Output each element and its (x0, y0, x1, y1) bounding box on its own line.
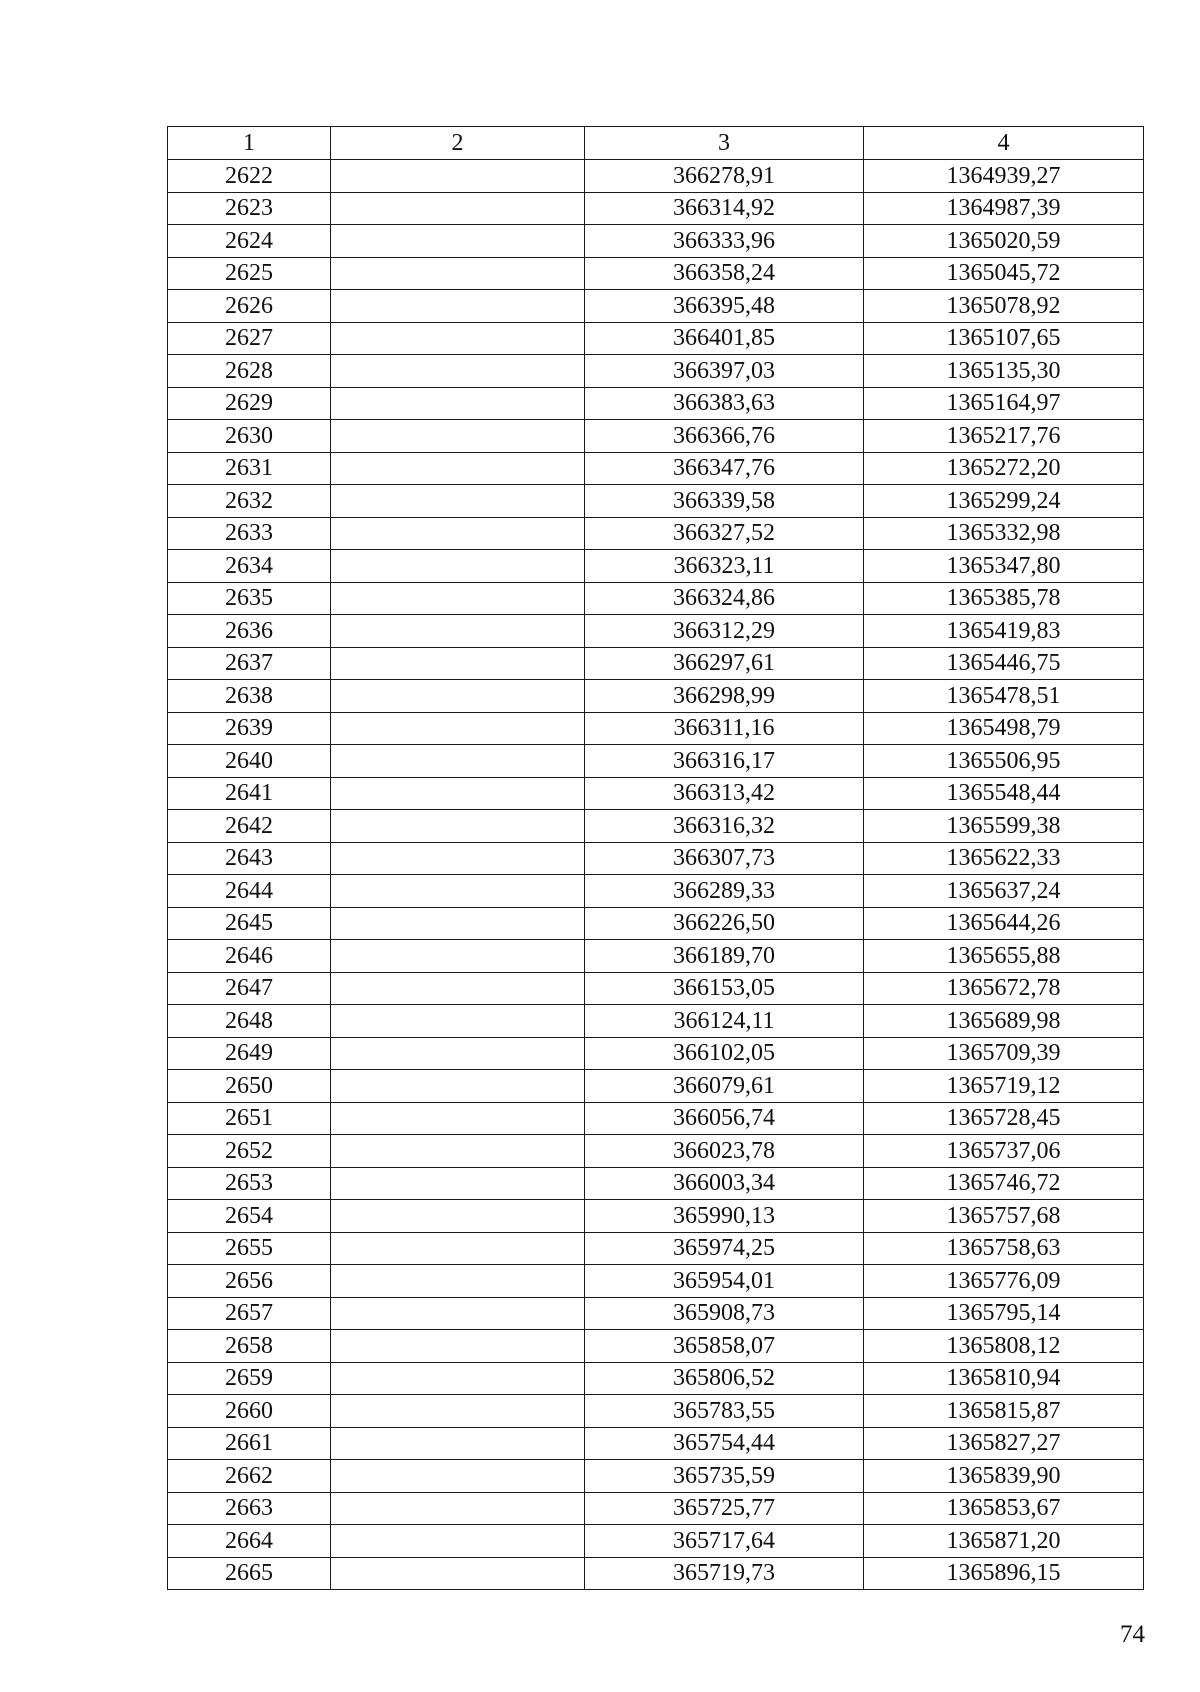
table-cell-col-4: 1365272,20 (864, 452, 1144, 485)
table-row (168, 1265, 1144, 1298)
table-cell-col-1: 2636 (168, 615, 331, 648)
table-cell-col-4: 1365776,09 (864, 1265, 1144, 1298)
table-cell-col-1: 2651 (168, 1102, 331, 1135)
table-cell-col-3: 365954,01 (585, 1265, 864, 1298)
table-cell-col-4: 1365757,68 (864, 1200, 1144, 1233)
table-cell-col-4: 1365299,24 (864, 485, 1144, 518)
table-cell-col-4: 1365810,94 (864, 1362, 1144, 1395)
table-cell-col-4: 1365746,72 (864, 1167, 1144, 1200)
table-cell-col-1: 2627 (168, 322, 331, 355)
table-cell-col-4: 1364939,27 (864, 160, 1144, 193)
table-row (168, 225, 1144, 258)
table-row (168, 615, 1144, 648)
table-cell-col-2 (331, 1395, 585, 1428)
table-row (168, 1330, 1144, 1363)
table-cell-col-3: 366358,24 (585, 257, 864, 290)
table-row (168, 1427, 1144, 1460)
table-cell-col-3: 365783,55 (585, 1395, 864, 1428)
table-cell-col-3: 366395,48 (585, 290, 864, 323)
table-cell-col-4: 1365164,97 (864, 387, 1144, 420)
table-cell-col-1: 2625 (168, 257, 331, 290)
table-cell-col-3: 366347,76 (585, 452, 864, 485)
table-cell-col-2 (331, 420, 585, 453)
table-cell-col-2 (331, 972, 585, 1005)
table-cell-col-4: 1365728,45 (864, 1102, 1144, 1135)
header-cell-1: 1 (168, 127, 331, 160)
table-cell-col-3: 366124,11 (585, 1005, 864, 1038)
table-row (168, 647, 1144, 680)
table-row (168, 1297, 1144, 1330)
table-cell-col-4: 1365655,88 (864, 940, 1144, 973)
table-cell-col-3: 366333,96 (585, 225, 864, 258)
table-cell-col-3: 365974,25 (585, 1232, 864, 1265)
table-cell-col-2 (331, 355, 585, 388)
table-row (168, 777, 1144, 810)
table-cell-col-3: 366003,34 (585, 1167, 864, 1200)
table-row (168, 680, 1144, 713)
table-row (168, 420, 1144, 453)
table-row (168, 1037, 1144, 1070)
table-cell-col-1: 2647 (168, 972, 331, 1005)
table-row (168, 1167, 1144, 1200)
table-cell-col-3: 366401,85 (585, 322, 864, 355)
table-cell-col-2 (331, 290, 585, 323)
table-cell-col-4: 1365808,12 (864, 1330, 1144, 1363)
table-cell-col-1: 2663 (168, 1492, 331, 1525)
table-row (168, 1395, 1144, 1428)
table-cell-col-1: 2658 (168, 1330, 331, 1363)
table-cell-col-2 (331, 1330, 585, 1363)
table-cell-col-4: 1365719,12 (864, 1070, 1144, 1103)
table-cell-col-3: 366324,86 (585, 582, 864, 615)
table-cell-col-4: 1365078,92 (864, 290, 1144, 323)
table-cell-col-1: 2645 (168, 907, 331, 940)
table-row (168, 1362, 1144, 1395)
table-cell-col-2 (331, 160, 585, 193)
table-cell-col-4: 1365896,15 (864, 1557, 1144, 1590)
table-cell-col-2 (331, 1232, 585, 1265)
table-cell-col-4: 1365020,59 (864, 225, 1144, 258)
table-cell-col-3: 366383,63 (585, 387, 864, 420)
table-cell-col-4: 1365332,98 (864, 517, 1144, 550)
header-cell-4: 4 (864, 127, 1144, 160)
table-cell-col-1: 2635 (168, 582, 331, 615)
table-cell-col-4: 1365347,80 (864, 550, 1144, 583)
table-cell-col-2 (331, 1460, 585, 1493)
coordinates-table (167, 126, 1144, 1590)
table-cell-col-2 (331, 875, 585, 908)
table-cell-col-3: 366311,16 (585, 712, 864, 745)
table-cell-col-1: 2662 (168, 1460, 331, 1493)
table-cell-col-3: 366289,33 (585, 875, 864, 908)
table-cell-col-1: 2661 (168, 1427, 331, 1460)
table-cell-col-4: 1365478,51 (864, 680, 1144, 713)
table-cell-col-1: 2655 (168, 1232, 331, 1265)
table-cell-col-3: 366056,74 (585, 1102, 864, 1135)
table-cell-col-4: 1365644,26 (864, 907, 1144, 940)
table-cell-col-2 (331, 615, 585, 648)
table-cell-col-2 (331, 322, 585, 355)
table-cell-col-2 (331, 1492, 585, 1525)
table-cell-col-1: 2638 (168, 680, 331, 713)
table-cell-col-4: 1365737,06 (864, 1135, 1144, 1168)
table-cell-col-2 (331, 1362, 585, 1395)
table-cell-col-1: 2660 (168, 1395, 331, 1428)
table-header (168, 127, 1144, 160)
table-cell-col-4: 1365827,27 (864, 1427, 1144, 1460)
table-row (168, 907, 1144, 940)
table-cell-col-3: 366297,61 (585, 647, 864, 680)
table-row (168, 452, 1144, 485)
table-cell-col-2 (331, 257, 585, 290)
table-row (168, 517, 1144, 550)
table-cell-col-2 (331, 810, 585, 843)
table-row (168, 550, 1144, 583)
table-cell-col-3: 366226,50 (585, 907, 864, 940)
table-cell-col-4: 1365689,98 (864, 1005, 1144, 1038)
table-cell-col-2 (331, 842, 585, 875)
table-cell-col-1: 2643 (168, 842, 331, 875)
table-row (168, 745, 1144, 778)
table-cell-col-4: 1365871,20 (864, 1525, 1144, 1558)
table-row (168, 257, 1144, 290)
table-cell-col-1: 2652 (168, 1135, 331, 1168)
table-cell-col-4: 1365446,75 (864, 647, 1144, 680)
table-cell-col-2 (331, 1102, 585, 1135)
table-cell-col-1: 2664 (168, 1525, 331, 1558)
table-body (168, 160, 1144, 1590)
table-cell-col-2 (331, 192, 585, 225)
table-cell-col-1: 2632 (168, 485, 331, 518)
table-row (168, 1232, 1144, 1265)
table-cell-col-1: 2649 (168, 1037, 331, 1070)
table-cell-col-4: 1365795,14 (864, 1297, 1144, 1330)
table-row (168, 322, 1144, 355)
table-cell-col-4: 1365419,83 (864, 615, 1144, 648)
table-cell-col-4: 1365506,95 (864, 745, 1144, 778)
table-cell-col-1: 2629 (168, 387, 331, 420)
table-cell-col-2 (331, 582, 585, 615)
table-cell-col-1: 2646 (168, 940, 331, 973)
table-cell-col-2 (331, 712, 585, 745)
table-cell-col-1: 2626 (168, 290, 331, 323)
header-cell-2: 2 (331, 127, 585, 160)
table-cell-col-3: 365717,64 (585, 1525, 864, 1558)
table-cell-col-1: 2637 (168, 647, 331, 680)
table-cell-col-4: 1365709,39 (864, 1037, 1144, 1070)
table-cell-col-2 (331, 1265, 585, 1298)
table-cell-col-1: 2659 (168, 1362, 331, 1395)
table-cell-col-3: 366189,70 (585, 940, 864, 973)
table-cell-col-4: 1365599,38 (864, 810, 1144, 843)
table-cell-col-4: 1365045,72 (864, 257, 1144, 290)
table-cell-col-1: 2631 (168, 452, 331, 485)
table-cell-col-3: 365719,73 (585, 1557, 864, 1590)
table-cell-col-2 (331, 387, 585, 420)
table-cell-col-2 (331, 745, 585, 778)
table-cell-col-1: 2653 (168, 1167, 331, 1200)
table-cell-col-3: 365908,73 (585, 1297, 864, 1330)
table-cell-col-1: 2624 (168, 225, 331, 258)
table-cell-col-2 (331, 1037, 585, 1070)
table-cell-col-4: 1365839,90 (864, 1460, 1144, 1493)
table-row (168, 192, 1144, 225)
table-cell-col-1: 2644 (168, 875, 331, 908)
table-cell-col-3: 366323,11 (585, 550, 864, 583)
table-row (168, 1135, 1144, 1168)
table-row (168, 1492, 1144, 1525)
table-cell-col-4: 1365815,87 (864, 1395, 1144, 1428)
table-cell-col-1: 2656 (168, 1265, 331, 1298)
table-cell-col-4: 1365672,78 (864, 972, 1144, 1005)
table-cell-col-2 (331, 1167, 585, 1200)
table-cell-col-1: 2633 (168, 517, 331, 550)
table-cell-col-3: 365806,52 (585, 1362, 864, 1395)
table-cell-col-1: 2665 (168, 1557, 331, 1590)
table-cell-col-3: 366313,42 (585, 777, 864, 810)
table-cell-col-4: 1365135,30 (864, 355, 1144, 388)
table-cell-col-1: 2623 (168, 192, 331, 225)
table-cell-col-1: 2630 (168, 420, 331, 453)
table-cell-col-3: 366102,05 (585, 1037, 864, 1070)
table-row (168, 1070, 1144, 1103)
table-cell-col-4: 1365548,44 (864, 777, 1144, 810)
table-row (168, 582, 1144, 615)
table-cell-col-2 (331, 1200, 585, 1233)
table-cell-col-1: 2648 (168, 1005, 331, 1038)
table-cell-col-2 (331, 907, 585, 940)
table-cell-col-2 (331, 485, 585, 518)
table-cell-col-3: 365754,44 (585, 1427, 864, 1460)
table-row (168, 387, 1144, 420)
table-row (168, 1557, 1144, 1590)
table-cell-col-2 (331, 1525, 585, 1558)
table-cell-col-3: 366079,61 (585, 1070, 864, 1103)
table-row (168, 160, 1144, 193)
table-cell-col-3: 366307,73 (585, 842, 864, 875)
table-row (168, 1005, 1144, 1038)
table-cell-col-1: 2642 (168, 810, 331, 843)
table-cell-col-1: 2634 (168, 550, 331, 583)
table-cell-col-2 (331, 517, 585, 550)
table-cell-col-3: 366316,17 (585, 745, 864, 778)
table-cell-col-3: 366397,03 (585, 355, 864, 388)
table-row (168, 712, 1144, 745)
header-cell-3: 3 (585, 127, 864, 160)
table-cell-col-3: 365725,77 (585, 1492, 864, 1525)
table-cell-col-1: 2657 (168, 1297, 331, 1330)
table-cell-col-4: 1365758,63 (864, 1232, 1144, 1265)
table-cell-col-1: 2622 (168, 160, 331, 193)
table-row (168, 1525, 1144, 1558)
table-cell-col-2 (331, 680, 585, 713)
table-row (168, 1460, 1144, 1493)
table-cell-col-4: 1365498,79 (864, 712, 1144, 745)
table-cell-col-2 (331, 1557, 585, 1590)
table-cell-col-2 (331, 1427, 585, 1460)
table-cell-col-3: 366327,52 (585, 517, 864, 550)
table-cell-col-3: 365990,13 (585, 1200, 864, 1233)
table-cell-col-2 (331, 647, 585, 680)
table-row (168, 355, 1144, 388)
table-cell-col-4: 1365637,24 (864, 875, 1144, 908)
table-cell-col-2 (331, 550, 585, 583)
table-row (168, 972, 1144, 1005)
table-cell-col-3: 366314,92 (585, 192, 864, 225)
header-row (168, 127, 1144, 160)
table-row (168, 842, 1144, 875)
table-cell-col-3: 366298,99 (585, 680, 864, 713)
table-cell-col-4: 1365622,33 (864, 842, 1144, 875)
table-row (168, 290, 1144, 323)
table-cell-col-3: 365858,07 (585, 1330, 864, 1363)
table-row (168, 810, 1144, 843)
page-number: 74 (1120, 1621, 1145, 1648)
table-cell-col-4: 1364987,39 (864, 192, 1144, 225)
table-cell-col-3: 366153,05 (585, 972, 864, 1005)
table-cell-col-1: 2639 (168, 712, 331, 745)
table-row (168, 485, 1144, 518)
table-cell-col-4: 1365385,78 (864, 582, 1144, 615)
table-cell-col-4: 1365853,67 (864, 1492, 1144, 1525)
table-cell-col-2 (331, 940, 585, 973)
table-cell-col-3: 366339,58 (585, 485, 864, 518)
table-row (168, 875, 1144, 908)
table-cell-col-2 (331, 225, 585, 258)
table-cell-col-1: 2628 (168, 355, 331, 388)
table-cell-col-2 (331, 1005, 585, 1038)
table-cell-col-1: 2641 (168, 777, 331, 810)
table-row (168, 940, 1144, 973)
table-cell-col-3: 366023,78 (585, 1135, 864, 1168)
table-cell-col-3: 366366,76 (585, 420, 864, 453)
table-cell-col-3: 365735,59 (585, 1460, 864, 1493)
table-cell-col-1: 2654 (168, 1200, 331, 1233)
table-cell-col-1: 2650 (168, 1070, 331, 1103)
table-cell-col-1: 2640 (168, 745, 331, 778)
table-cell-col-2 (331, 1297, 585, 1330)
table-cell-col-2 (331, 452, 585, 485)
table-cell-col-4: 1365107,65 (864, 322, 1144, 355)
table-cell-col-3: 366278,91 (585, 160, 864, 193)
table-row (168, 1102, 1144, 1135)
table-cell-col-3: 366312,29 (585, 615, 864, 648)
table-cell-col-2 (331, 1135, 585, 1168)
table-cell-col-2 (331, 777, 585, 810)
table-cell-col-3: 366316,32 (585, 810, 864, 843)
table-cell-col-4: 1365217,76 (864, 420, 1144, 453)
table-cell-col-2 (331, 1070, 585, 1103)
table-row (168, 1200, 1144, 1233)
